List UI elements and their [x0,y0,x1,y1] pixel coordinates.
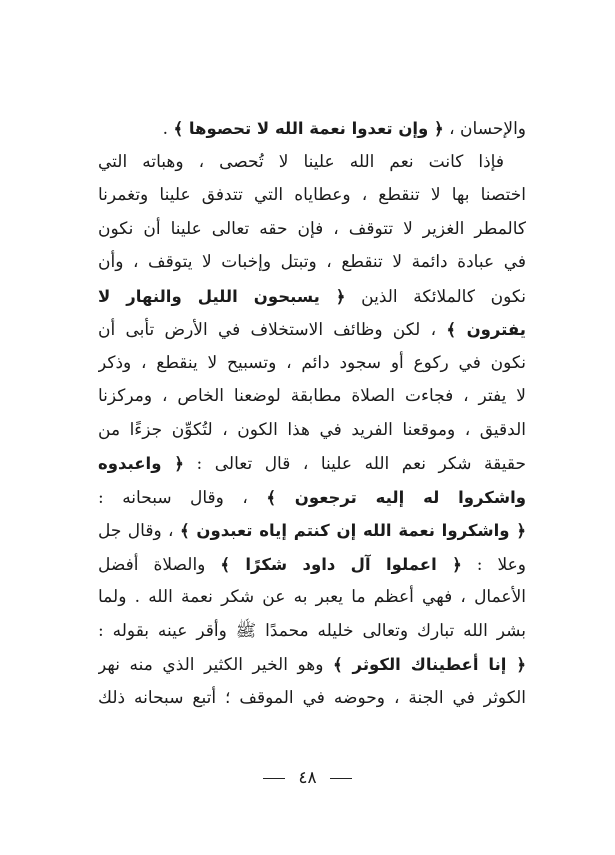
quran-verse: واشكروا له إليه ترجعون ﴾ [266,487,526,507]
line-content [98,213,526,247]
line-text-after: ، وقال جل [98,521,180,541]
line-content [98,179,526,213]
line-content [98,380,526,414]
line-text: الأعمال ، فهي أعظم ما يعبر به عن شكر نعمة الله . ولما [98,587,526,607]
line-text-after: وهو الخير الكثير الذي منه نهر [98,655,333,675]
text-line [98,246,526,280]
line-content [98,246,526,280]
line-text: اختصنا بها لا تنقطع ، وعطاياه التي تتدفق علينا وتغمرنا [98,185,526,205]
text-line [98,112,526,146]
line-content [98,581,526,615]
footer-dash-left [263,778,285,779]
text-line [98,213,526,247]
line-text-after: والصلاة أفضل [98,554,221,575]
line-content [98,514,526,548]
line-content [98,313,526,347]
line-text: فإذا كانت نعم الله علينا لا تُحصى ، وهباته التي [98,151,504,172]
line-content [98,112,526,146]
text-line [98,481,526,515]
line-content [98,414,526,448]
line-content [98,481,526,515]
page-number-footer [0,768,615,788]
line-content [98,280,526,314]
quran-verse: ﴿ إنا أعطيناك الكوثر ﴾ [333,655,526,674]
quran-verse: ﴿ واعبدوه [98,454,184,473]
quran-verse: ﴿ واشكروا نعمة الله إن كنتم إياه تعبدون ﴾ [179,521,526,540]
quran-verse: ﴿ اعملوا آل داود شكرًا ﴾ [220,554,462,574]
footer-dash-right [330,778,352,779]
text-line [98,514,526,548]
quran-verse: ﴿ وإن تعدوا نعمة الله لا تحصوها ﴾ [173,119,444,138]
text-line [98,648,526,682]
line-content [98,447,526,481]
text-line [98,447,526,481]
line-text: والإحسان ، [443,119,526,139]
line-text: حقيقة شكر نعم الله علينا ، قال تعالى : [183,454,526,474]
line-text: كالمطر الغزير لا تتوقف ، فإن حقه تعالى علينا أن نكون [98,218,526,239]
line-text-after: . [162,119,174,139]
line-text: الدقيق ، وموقعنا الفريد في هذا الكون ، لتُكوِّن جزءًا من [98,419,526,440]
quran-verse: ﴿ يسبحون الليل والنهار لا [98,286,346,306]
line-text-after: ، وقال سبحانه : [98,487,267,508]
line-content [98,648,526,682]
text-line [98,414,526,448]
quran-verse: يفترون ﴾ [446,320,526,339]
line-content [98,615,526,649]
line-text: وعلا : [461,554,526,575]
line-content [98,347,526,381]
line-content [98,682,526,716]
text-line [98,280,526,314]
line-content [98,146,526,180]
text-line [98,313,526,347]
text-line [98,146,526,180]
line-text: نكون في ركوع أو سجود دائم ، وتسبيح لا ينقطع ، وذكر [98,352,526,373]
line-content [98,548,526,582]
body-text [98,112,526,715]
line-text: في عبادة دائمة لا تنقطع ، وتبتل وإخبات لا يتوقف ، وأن [98,252,526,272]
text-line [98,581,526,615]
text-line [98,682,526,716]
text-line [98,548,526,582]
line-text: الكوثر في الجنة ، وحوضه في الموقف ؛ أتبع سبحانه ذلك [98,687,526,708]
text-line [98,347,526,381]
line-text-after: ، لكن وظائف الاستخلاف في الأرض تأبى أن [98,320,447,340]
line-text: بشر الله تبارك وتعالى خليله محمدًا ﷺ وأقر عينه بقوله : [98,620,526,641]
line-text: نكون كالملائكة الذين [345,286,526,307]
line-text: لا يفتر ، فجاءت الصلاة مطابقة لوضعنا الخاص ، ومركزنا [98,386,526,406]
text-line [98,380,526,414]
page-number: ٤٨ [298,768,317,788]
text-line [98,615,526,649]
text-line [98,179,526,213]
